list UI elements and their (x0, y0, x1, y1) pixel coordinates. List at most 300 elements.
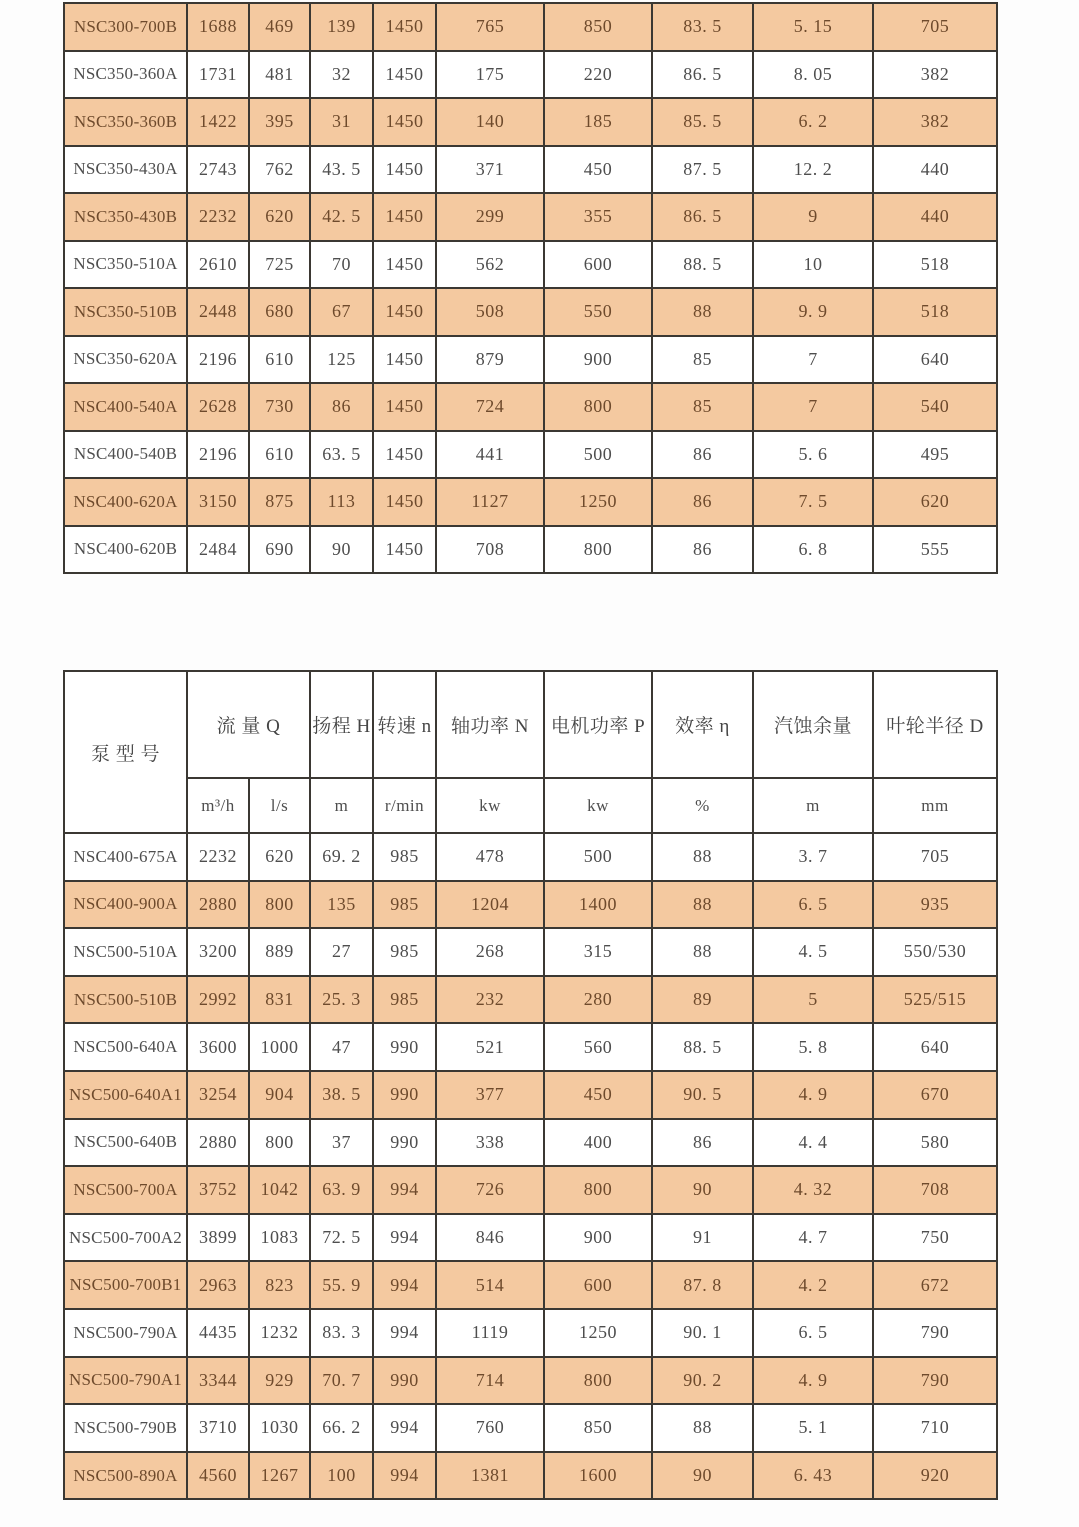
pump-model-cell: NSC400-540B (64, 431, 187, 479)
spec-value-cell: 800 (544, 1357, 652, 1405)
spec-value-cell: 440 (873, 146, 997, 194)
spec-value-cell: 800 (544, 526, 652, 574)
table-row (64, 526, 997, 574)
spec-value-cell: 2880 (187, 1119, 249, 1167)
spec-value-cell: 2992 (187, 976, 249, 1024)
spec-value-cell: 5. 1 (753, 1404, 873, 1452)
pump-model-cell: NSC500-790A (64, 1309, 187, 1357)
spec-value-cell: 790 (873, 1357, 997, 1405)
spec-value-cell: 710 (873, 1404, 997, 1452)
pump-model-cell: NSC500-790A1 (64, 1357, 187, 1405)
table-header (64, 671, 997, 833)
spec-value-cell: 280 (544, 976, 652, 1024)
spec-value-cell: 355 (544, 193, 652, 241)
spec-value-cell: 90. 1 (652, 1309, 753, 1357)
spec-value-cell: 88 (652, 833, 753, 881)
spec-value-cell: 765 (436, 3, 544, 51)
spec-value-cell: 90. 2 (652, 1357, 753, 1405)
spec-value-cell: 800 (544, 1166, 652, 1214)
spec-value-cell: 86 (652, 431, 753, 479)
table-row (64, 3, 997, 51)
spec-value-cell: 5 (753, 976, 873, 1024)
spec-value-cell: 708 (873, 1166, 997, 1214)
spec-value-cell: 90. 5 (652, 1071, 753, 1119)
spec-value-cell: 87. 5 (652, 146, 753, 194)
spec-value-cell: 371 (436, 146, 544, 194)
table-row (64, 1214, 997, 1262)
table-row (64, 1309, 997, 1357)
spec-value-cell: 7 (753, 336, 873, 384)
table-row (64, 98, 997, 146)
spec-value-cell: 12. 2 (753, 146, 873, 194)
spec-value-cell: 600 (544, 1261, 652, 1309)
spec-value-cell: 672 (873, 1261, 997, 1309)
pump-model-cell: NSC400-900A (64, 881, 187, 929)
header-row-titles (64, 671, 997, 778)
spec-value-cell: 994 (373, 1166, 436, 1214)
header-npsh: 汽蚀余量 (753, 671, 873, 778)
spec-value-cell: 990 (373, 1023, 436, 1071)
table-row (64, 51, 997, 99)
spec-value-cell: 985 (373, 881, 436, 929)
spec-value-cell: 500 (544, 833, 652, 881)
spec-value-cell: 2963 (187, 1261, 249, 1309)
spec-value-cell: 4. 5 (753, 928, 873, 976)
header-pump-model: 泵 型 号 (64, 671, 187, 833)
spec-value-cell: 3. 7 (753, 833, 873, 881)
spec-value-cell: 86 (652, 1119, 753, 1167)
header-head: 扬程 H (310, 671, 373, 778)
spec-value-cell: 86 (652, 478, 753, 526)
header-flow: 流 量 Q (187, 671, 310, 778)
spec-value-cell: 929 (249, 1357, 310, 1405)
spec-value-cell: 4. 9 (753, 1071, 873, 1119)
unit-shaft-power-kw: kw (436, 778, 544, 833)
pump-model-cell: NSC350-510B (64, 288, 187, 336)
unit-flow-m3h: m³/h (187, 778, 249, 833)
spec-value-cell: 620 (873, 478, 997, 526)
header-impeller-radius: 叶轮半径 D (873, 671, 997, 778)
spec-value-cell: 1119 (436, 1309, 544, 1357)
spec-value-cell: 27 (310, 928, 373, 976)
spec-value-cell: 1450 (373, 526, 436, 574)
spec-value-cell: 88 (652, 881, 753, 929)
spec-value-cell: 87. 8 (652, 1261, 753, 1309)
spec-value-cell: 2484 (187, 526, 249, 574)
spec-value-cell: 2628 (187, 383, 249, 431)
table-row (64, 478, 997, 526)
spec-value-cell: 495 (873, 431, 997, 479)
spec-value-cell: 3899 (187, 1214, 249, 1262)
pump-model-cell: NSC350-430A (64, 146, 187, 194)
spec-value-cell: 550 (544, 288, 652, 336)
table-row (64, 288, 997, 336)
spec-value-cell: 72. 5 (310, 1214, 373, 1262)
spec-value-cell: 440 (873, 193, 997, 241)
pump-model-cell: NSC400-675A (64, 833, 187, 881)
unit-speed-rmin: r/min (373, 778, 436, 833)
spec-value-cell: 2196 (187, 431, 249, 479)
spec-value-cell: 690 (249, 526, 310, 574)
spec-value-cell: 88 (652, 928, 753, 976)
spec-value-cell: 135 (310, 881, 373, 929)
spec-value-cell: 89 (652, 976, 753, 1024)
spec-value-cell: 1381 (436, 1452, 544, 1500)
spec-value-cell: 540 (873, 383, 997, 431)
spec-value-cell: 91 (652, 1214, 753, 1262)
table-row (64, 1261, 997, 1309)
spec-value-cell: 4. 4 (753, 1119, 873, 1167)
unit-npsh-m: m (753, 778, 873, 833)
spec-value-cell: 994 (373, 1452, 436, 1500)
spec-value-cell: 140 (436, 98, 544, 146)
pump-model-cell: NSC350-510A (64, 241, 187, 289)
spec-value-cell: 175 (436, 51, 544, 99)
spec-value-cell: 1232 (249, 1309, 310, 1357)
spec-value-cell: 985 (373, 976, 436, 1024)
spec-value-cell: 994 (373, 1404, 436, 1452)
spec-value-cell: 4. 9 (753, 1357, 873, 1405)
spec-value-cell: 889 (249, 928, 310, 976)
spec-value-cell: 4. 7 (753, 1214, 873, 1262)
spec-value-cell: 3344 (187, 1357, 249, 1405)
spec-value-cell: 800 (249, 881, 310, 929)
header-speed: 转速 n (373, 671, 436, 778)
spec-value-cell: 994 (373, 1261, 436, 1309)
table-row (64, 1452, 997, 1500)
spec-value-cell: 7. 5 (753, 478, 873, 526)
spec-value-cell: 6. 43 (753, 1452, 873, 1500)
spec-value-cell: 1250 (544, 1309, 652, 1357)
spec-value-cell: 2743 (187, 146, 249, 194)
spec-value-cell: 70 (310, 241, 373, 289)
pump-spec-table-continuation (63, 2, 998, 574)
spec-value-cell: 875 (249, 478, 310, 526)
spec-value-cell: 850 (544, 1404, 652, 1452)
spec-value-cell: 1267 (249, 1452, 310, 1500)
spec-value-cell: 86. 5 (652, 51, 753, 99)
spec-value-cell: 1450 (373, 3, 436, 51)
spec-value-cell: 521 (436, 1023, 544, 1071)
header-shaft-power: 轴功率 N (436, 671, 544, 778)
spec-value-cell: 338 (436, 1119, 544, 1167)
spec-value-cell: 88 (652, 1404, 753, 1452)
spec-value-cell: 6. 8 (753, 526, 873, 574)
pump-model-cell: NSC500-640B (64, 1119, 187, 1167)
table-row (64, 1404, 997, 1452)
spec-value-cell: 400 (544, 1119, 652, 1167)
spec-value-cell: 640 (873, 336, 997, 384)
pump-spec-table (63, 670, 998, 1500)
spec-value-cell: 5. 6 (753, 431, 873, 479)
spec-value-cell: 83. 5 (652, 3, 753, 51)
table-row (64, 928, 997, 976)
spec-value-cell: 5. 15 (753, 3, 873, 51)
spec-value-cell: 1450 (373, 336, 436, 384)
spec-value-cell: 5. 8 (753, 1023, 873, 1071)
spec-value-cell: 1204 (436, 881, 544, 929)
spec-value-cell: 1450 (373, 51, 436, 99)
spec-value-cell: 1042 (249, 1166, 310, 1214)
spec-value-cell: 1250 (544, 478, 652, 526)
spec-value-cell: 750 (873, 1214, 997, 1262)
spec-value-cell: 850 (544, 3, 652, 51)
spec-value-cell: 63. 5 (310, 431, 373, 479)
pump-model-cell: NSC300-700B (64, 3, 187, 51)
spec-value-cell: 4560 (187, 1452, 249, 1500)
spec-value-cell: 4. 2 (753, 1261, 873, 1309)
spec-value-cell: 37 (310, 1119, 373, 1167)
spec-value-cell: 990 (373, 1119, 436, 1167)
spec-value-cell: 469 (249, 3, 310, 51)
spec-value-cell: 1450 (373, 241, 436, 289)
spec-value-cell: 730 (249, 383, 310, 431)
spec-value-cell: 620 (249, 833, 310, 881)
spec-value-cell: 8. 05 (753, 51, 873, 99)
spec-value-cell: 86 (652, 526, 753, 574)
spec-value-cell: 31 (310, 98, 373, 146)
spec-value-cell: 900 (544, 336, 652, 384)
spec-value-cell: 555 (873, 526, 997, 574)
spec-value-cell: 85. 5 (652, 98, 753, 146)
spec-value-cell: 1030 (249, 1404, 310, 1452)
spec-value-cell: 90 (652, 1452, 753, 1500)
spec-value-cell: 994 (373, 1214, 436, 1262)
spec-value-cell: 86 (310, 383, 373, 431)
spec-value-cell: 580 (873, 1119, 997, 1167)
spec-value-cell: 935 (873, 881, 997, 929)
pump-model-cell: NSC500-700A2 (64, 1214, 187, 1262)
spec-value-cell: 85 (652, 336, 753, 384)
spec-value-cell: 4. 32 (753, 1166, 873, 1214)
spec-value-cell: 985 (373, 928, 436, 976)
spec-value-cell: 47 (310, 1023, 373, 1071)
spec-value-cell: 1450 (373, 431, 436, 479)
pump-model-cell: NSC350-620A (64, 336, 187, 384)
spec-value-cell: 88. 5 (652, 1023, 753, 1071)
spec-value-cell: 4435 (187, 1309, 249, 1357)
spec-value-cell: 670 (873, 1071, 997, 1119)
spec-value-cell: 1422 (187, 98, 249, 146)
spec-value-cell: 100 (310, 1452, 373, 1500)
table-row (64, 1119, 997, 1167)
spec-value-cell: 500 (544, 431, 652, 479)
spec-value-cell: 441 (436, 431, 544, 479)
spec-value-cell: 90 (652, 1166, 753, 1214)
spec-value-cell: 904 (249, 1071, 310, 1119)
spec-value-cell: 88 (652, 288, 753, 336)
table-row (64, 1023, 997, 1071)
spec-value-cell: 610 (249, 431, 310, 479)
spec-value-cell: 920 (873, 1452, 997, 1500)
spec-value-cell: 1400 (544, 881, 652, 929)
spec-value-cell: 726 (436, 1166, 544, 1214)
pump-model-cell: NSC350-430B (64, 193, 187, 241)
spec-value-cell: 1000 (249, 1023, 310, 1071)
spec-value-cell: 185 (544, 98, 652, 146)
spec-value-cell: 2196 (187, 336, 249, 384)
spec-value-cell: 620 (249, 193, 310, 241)
spec-value-cell: 800 (249, 1119, 310, 1167)
spec-value-cell: 86. 5 (652, 193, 753, 241)
spec-value-cell: 846 (436, 1214, 544, 1262)
spec-value-cell: 790 (873, 1309, 997, 1357)
pump-model-cell: NSC400-620A (64, 478, 187, 526)
spec-value-cell: 125 (310, 336, 373, 384)
spec-value-cell: 315 (544, 928, 652, 976)
spec-value-cell: 800 (544, 383, 652, 431)
spec-value-cell: 680 (249, 288, 310, 336)
pump-model-cell: NSC500-700A (64, 1166, 187, 1214)
spec-value-cell: 6. 2 (753, 98, 873, 146)
unit-head-m: m (310, 778, 373, 833)
spec-value-cell: 2880 (187, 881, 249, 929)
pump-model-cell: NSC500-510A (64, 928, 187, 976)
spec-value-cell: 1450 (373, 288, 436, 336)
table-row (64, 193, 997, 241)
spec-value-cell: 1450 (373, 478, 436, 526)
spec-value-cell: 1600 (544, 1452, 652, 1500)
pump-model-cell: NSC500-890A (64, 1452, 187, 1500)
spec-value-cell: 2610 (187, 241, 249, 289)
pump-model-cell: NSC500-790B (64, 1404, 187, 1452)
spec-value-cell: 478 (436, 833, 544, 881)
spec-value-cell: 9 (753, 193, 873, 241)
spec-value-cell: 382 (873, 51, 997, 99)
spec-value-cell: 85 (652, 383, 753, 431)
spec-value-cell: 481 (249, 51, 310, 99)
unit-radius-mm: mm (873, 778, 997, 833)
spec-value-cell: 1450 (373, 146, 436, 194)
spec-value-cell: 3752 (187, 1166, 249, 1214)
spec-value-cell: 377 (436, 1071, 544, 1119)
spec-value-cell: 2232 (187, 193, 249, 241)
spec-value-cell: 550/530 (873, 928, 997, 976)
spec-value-cell: 1731 (187, 51, 249, 99)
pump-model-cell: NSC350-360B (64, 98, 187, 146)
spec-value-cell: 985 (373, 833, 436, 881)
spec-value-cell: 3200 (187, 928, 249, 976)
spec-value-cell: 990 (373, 1357, 436, 1405)
spec-value-cell: 879 (436, 336, 544, 384)
spec-value-cell: 610 (249, 336, 310, 384)
spec-value-cell: 113 (310, 478, 373, 526)
spec-value-cell: 560 (544, 1023, 652, 1071)
spec-value-cell: 268 (436, 928, 544, 976)
spec-value-cell: 514 (436, 1261, 544, 1309)
spec-value-cell: 395 (249, 98, 310, 146)
spec-value-cell: 823 (249, 1261, 310, 1309)
unit-flow-ls: l/s (249, 778, 310, 833)
spec-value-cell: 25. 3 (310, 976, 373, 1024)
spec-value-cell: 640 (873, 1023, 997, 1071)
spec-value-cell: 63. 9 (310, 1166, 373, 1214)
pump-model-cell: NSC500-510B (64, 976, 187, 1024)
spec-value-cell: 6. 5 (753, 1309, 873, 1357)
spec-value-cell: 83. 3 (310, 1309, 373, 1357)
spec-value-cell: 42. 5 (310, 193, 373, 241)
unit-efficiency-percent: % (652, 778, 753, 833)
spec-value-cell: 3710 (187, 1404, 249, 1452)
spec-value-cell: 3150 (187, 478, 249, 526)
spec-value-cell: 2448 (187, 288, 249, 336)
spec-value-cell: 708 (436, 526, 544, 574)
spec-value-cell: 43. 5 (310, 146, 373, 194)
spec-value-cell: 10 (753, 241, 873, 289)
pump-model-cell: NSC350-360A (64, 51, 187, 99)
spec-value-cell: 762 (249, 146, 310, 194)
spec-value-cell: 1127 (436, 478, 544, 526)
spec-value-cell: 382 (873, 98, 997, 146)
table-row (64, 383, 997, 431)
spec-value-cell: 67 (310, 288, 373, 336)
pump-model-cell: NSC500-640A (64, 1023, 187, 1071)
spec-value-cell: 139 (310, 3, 373, 51)
spec-value-cell: 220 (544, 51, 652, 99)
spec-value-cell: 2232 (187, 833, 249, 881)
spec-value-cell: 3254 (187, 1071, 249, 1119)
spec-value-cell: 69. 2 (310, 833, 373, 881)
table-row (64, 1166, 997, 1214)
spec-value-cell: 724 (436, 383, 544, 431)
spec-value-cell: 55. 9 (310, 1261, 373, 1309)
spec-value-cell: 38. 5 (310, 1071, 373, 1119)
spec-value-cell: 1450 (373, 193, 436, 241)
unit-motor-power-kw: kw (544, 778, 652, 833)
spec-value-cell: 7 (753, 383, 873, 431)
spec-value-cell: 1450 (373, 98, 436, 146)
table-row (64, 336, 997, 384)
table-row (64, 431, 997, 479)
spec-value-cell: 1450 (373, 383, 436, 431)
spec-value-cell: 1083 (249, 1214, 310, 1262)
table-row (64, 881, 997, 929)
spec-value-cell: 760 (436, 1404, 544, 1452)
header-efficiency: 效率 η (652, 671, 753, 778)
spec-value-cell: 831 (249, 976, 310, 1024)
spec-value-cell: 9. 9 (753, 288, 873, 336)
spec-value-cell: 600 (544, 241, 652, 289)
spec-value-cell: 1688 (187, 3, 249, 51)
spec-value-cell: 525/515 (873, 976, 997, 1024)
spec-value-cell: 725 (249, 241, 310, 289)
header-motor-power: 电机功率 P (544, 671, 652, 778)
header-row-units (64, 778, 997, 833)
continuation-table-body (64, 3, 997, 573)
table-row (64, 146, 997, 194)
spec-value-cell: 518 (873, 288, 997, 336)
spec-value-cell: 299 (436, 193, 544, 241)
spec-value-cell: 705 (873, 3, 997, 51)
spec-value-cell: 714 (436, 1357, 544, 1405)
spec-value-cell: 90 (310, 526, 373, 574)
spec-value-cell: 3600 (187, 1023, 249, 1071)
spec-value-cell: 562 (436, 241, 544, 289)
pump-model-cell: NSC400-620B (64, 526, 187, 574)
spec-value-cell: 66. 2 (310, 1404, 373, 1452)
spec-value-cell: 705 (873, 833, 997, 881)
spec-value-cell: 70. 7 (310, 1357, 373, 1405)
spec-value-cell: 900 (544, 1214, 652, 1262)
pump-model-cell: NSC500-640A1 (64, 1071, 187, 1119)
table-row (64, 833, 997, 881)
table-row (64, 976, 997, 1024)
spec-value-cell: 508 (436, 288, 544, 336)
spec-value-cell: 232 (436, 976, 544, 1024)
table-row (64, 1071, 997, 1119)
table-row (64, 1357, 997, 1405)
spec-value-cell: 450 (544, 146, 652, 194)
